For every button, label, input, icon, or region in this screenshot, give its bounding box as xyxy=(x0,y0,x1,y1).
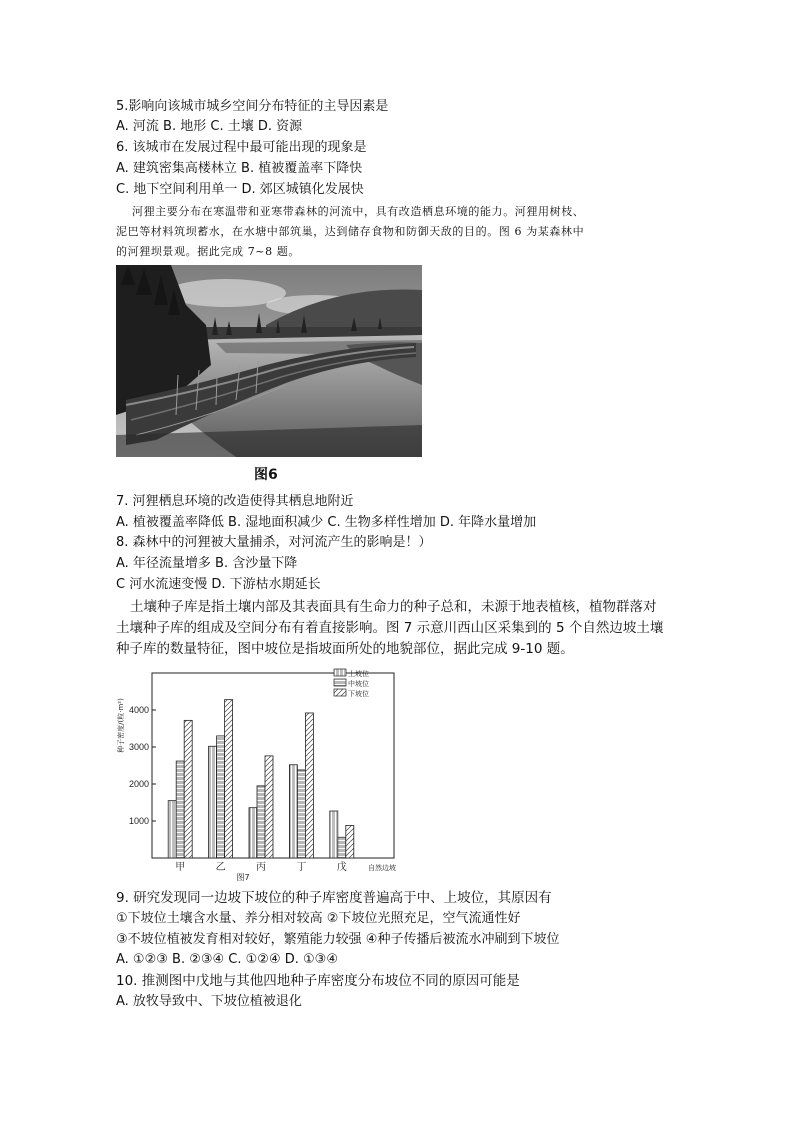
y-tick-label: 3000 xyxy=(128,742,149,752)
passage-beaver-line-2: 泥巴等材料筑坝蓄水，在水塘中部筑巢，达到储存食物和防御天敌的目的。图 6 为某森林中 xyxy=(116,225,585,238)
y-tick-label: 2000 xyxy=(128,779,149,789)
x-axis-label: 自然边坡 xyxy=(368,864,396,872)
bar-上坡位-戊 xyxy=(330,811,338,858)
legend-label-上坡位: 上坡位 xyxy=(348,670,369,678)
q10-stem: 10. 推测图中戊地与其他四地种子库密度分布坡位不同的原因可能是 xyxy=(116,973,520,989)
legend-swatch-上坡位 xyxy=(334,669,346,676)
bar-下坡位-丙 xyxy=(265,756,273,858)
bar-上坡位-甲 xyxy=(168,801,176,858)
x-tick-label: 丙 xyxy=(256,862,266,873)
bar-中坡位-丙 xyxy=(257,786,265,858)
q6-options-2: C. 地下空间利用单一 D. 郊区城镇化发展快 xyxy=(116,182,364,197)
x-tick-label: 甲 xyxy=(175,862,186,873)
q10-option-a: A. 放牧导致中、下坡位植被退化 xyxy=(116,994,302,1009)
bar-中坡位-乙 xyxy=(217,736,225,858)
bar-上坡位-丙 xyxy=(249,808,257,858)
q6-stem: 6. 该城市在发展过程中最可能出现的现象是 xyxy=(116,140,367,155)
legend-swatch-下坡位 xyxy=(334,689,346,696)
figure-6-beaver-dam-photo xyxy=(116,265,422,457)
figure-7-chart xyxy=(112,665,412,885)
legend-label-中坡位: 中坡位 xyxy=(348,680,369,688)
bar-下坡位-戊 xyxy=(346,825,354,858)
legend-label-下坡位: 下坡位 xyxy=(348,690,369,698)
q8-options-2: C 河水流速变慢 D. 下游枯水期延长 xyxy=(116,577,321,592)
q9-line-1: ①下坡位土壤含水量、养分相对较高 ②下坡位光照充足，空气流通性好 xyxy=(116,911,521,926)
passage-beaver-line-1: 河狸主要分布在寒温带和亚寒带森林的河流中，具有改造栖息环境的能力。河狸用树枝、 xyxy=(132,205,585,218)
bar-上坡位-丁 xyxy=(289,765,297,858)
legend-swatch-中坡位 xyxy=(334,679,346,686)
x-tick-label: 丁 xyxy=(296,862,307,873)
y-axis-label: 种子密度/(粒·m²) xyxy=(117,698,125,753)
y-tick-label: 4000 xyxy=(128,705,149,715)
passage-beaver-line-3: 的河狸坝景观。据此完成 7~8 题。 xyxy=(116,245,301,258)
x-tick-label: 乙 xyxy=(215,862,226,873)
q5-stem: 5.影响向该城市城乡空间分布特征的主导因素是 xyxy=(116,99,389,114)
bar-下坡位-甲 xyxy=(184,720,192,858)
q7-stem: 7. 河狸栖息环境的改造使得其栖息地附近 xyxy=(116,494,354,509)
passage-seed-line-2: 土壤种子库的组成及空间分布有着直接影响。图 7 示意川西山区采集到的 5 个自然边坡土壤 xyxy=(116,620,664,636)
bar-中坡位-甲 xyxy=(176,761,184,858)
passage-seed-line-3: 种子库的数量特征，图中坡位是指坡面所处的地貌部位，据此完成 9-10 题。 xyxy=(116,641,574,657)
q9-line-2: ③不坡位植被发育相对较好，繁殖能力较强 ④种子传播后被流水冲刷到下坡位 xyxy=(116,932,560,947)
bar-下坡位-乙 xyxy=(225,700,233,858)
q7-options: A. 植被覆盖率降低 B. 湿地面积减少 C. 生物多样性增加 D. 年降水量增加 xyxy=(116,515,537,530)
q5-options: A. 河流 B. 地形 C. 土壤 D. 资源 xyxy=(116,119,303,134)
q8-options-1: A. 年径流量增多 B. 含沙量下降 xyxy=(116,556,298,571)
q9-stem: 9. 研究发现同一边坡下坡位的种子库密度普遍高于中、上坡位，其原因有 xyxy=(116,890,552,906)
q9-options: A. ①②③ B. ②③④ C. ①②④ D. ①③④ xyxy=(116,952,338,967)
passage-seed-line-1: 土壤种子库是指土壤内部及其表面具有生命力的种子总和，未源于地表植核，植物群落对 xyxy=(130,599,657,615)
y-tick-label: 1000 xyxy=(128,816,149,826)
bar-下坡位-丁 xyxy=(305,713,313,858)
x-tick-label: 戊 xyxy=(336,862,347,873)
bar-中坡位-丁 xyxy=(297,770,305,858)
chart-title: 图7 xyxy=(236,873,250,882)
q6-options-1: A. 建筑密集高楼林立 B. 植被覆盖率下降快 xyxy=(116,161,363,176)
q8-stem: 8. 森林中的河狸被大量捕杀，对河流产生的影响是！） xyxy=(116,535,432,550)
bar-上坡位-乙 xyxy=(209,746,217,858)
bar-中坡位-戊 xyxy=(338,837,346,858)
figure-6-caption: 图6 xyxy=(254,467,278,483)
